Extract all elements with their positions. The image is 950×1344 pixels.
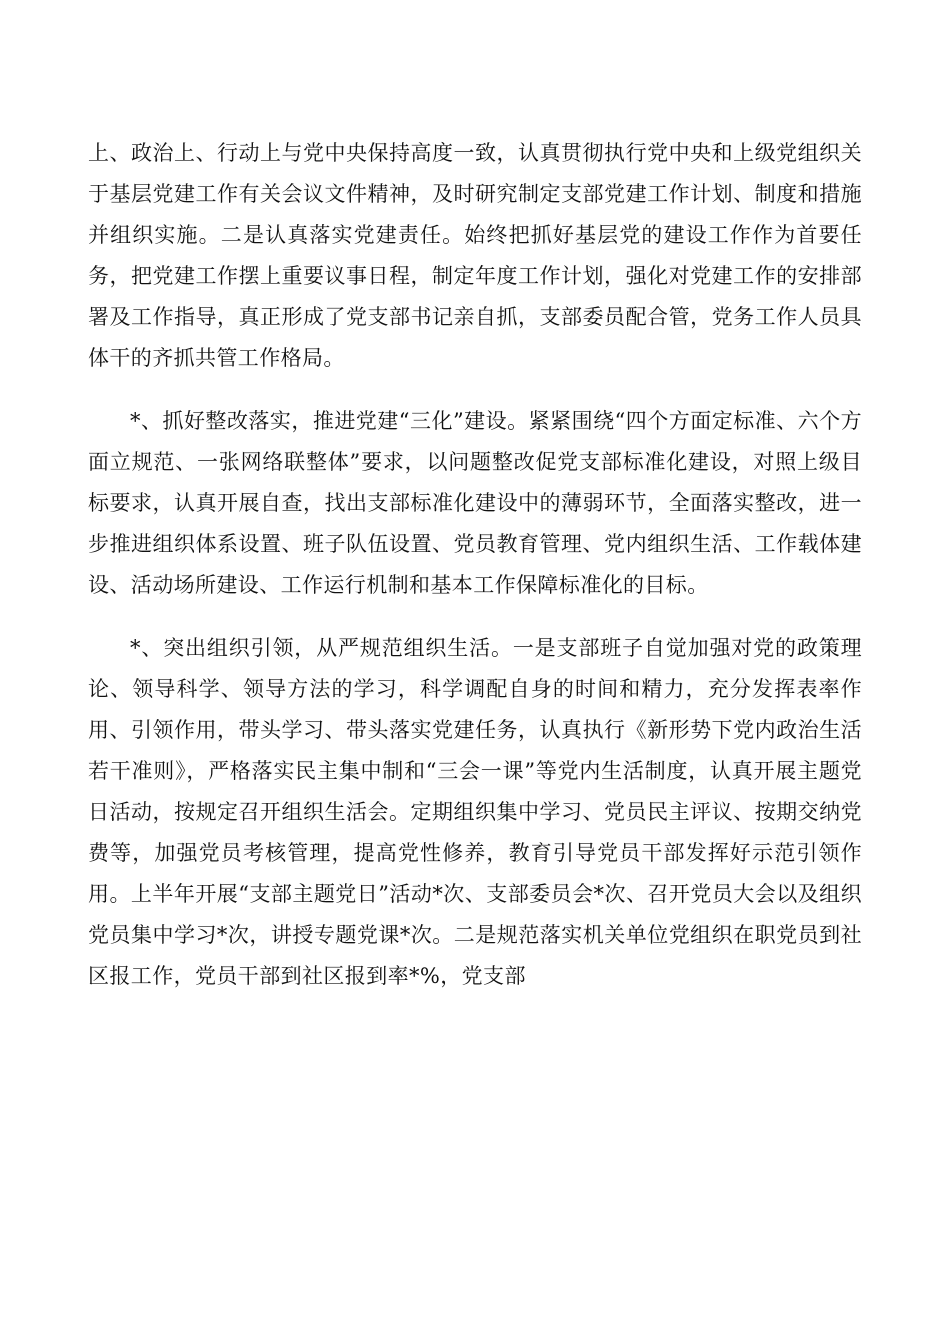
paragraph-continuation: 上、政治上、行动上与党中央保持高度一致，认真贯彻执行党中央和上级党组织关于基层党建工作有关会议文件精神，及时研究制定支部党建工作计划、制度和措施并组织实施。二是认真落实党建责任。始终把抓好基层党的建设工作作为首要任务，把党建工作摆上重要议事日程，制定年度工作计划，强化对党建工作的安排部署及工作指导，真正形成了党支部书记亲自抓，支部委员配合管，党务工作人员具体干的齐抓共管工作格局。 bbox=[88, 141, 862, 370]
paragraph-rectification: *、抓好整改落实，推进党建“三化”建设。紧紧围绕“四个方面定标准、六个方面立规范、一张网络联整体”要求，以问题整改促党支部标准化建设，对照上级目标要求，认真开展自查，找出支部标准化建设中的薄弱环节，全面落实整改，进一步推进组织体系设置、班子队伍设置、党员教育管理、党内组织生活、工作载体建设、活动场所建设、工作运行机制和基本工作保障标准化的目标。 bbox=[88, 409, 862, 597]
paragraph-organization-life: *、突出组织引领，从严规范组织生活。一是支部班子自觉加强对党的政策理论、领导科学、领导方法的学习，科学调配自身的时间和精力，充分发挥表率作用、引领作用，带头学习、带头落实党建任务，认真执行《新形势下党内政治生活若干准则》，严格落实民主集中制和“三会一课”等党内生活制度，认真开展主题党日活动，按规定召开组织生活会。定期组织集中学习、党员民主评议、按期交纳党费等，加强党员考核管理，提高党性修养，教育引导党员干部发挥好示范引领作用。上半年开展“支部主题党日”活动*次、支部委员会*次、召开党员大会以及组织党员集中学习*次，讲授专题党课*次。二是规范落实机关单位党组织在职党员到社区报工作，党员干部到社区报到率*%，党支部 bbox=[88, 636, 862, 988]
document-page bbox=[88, 133, 862, 1019]
